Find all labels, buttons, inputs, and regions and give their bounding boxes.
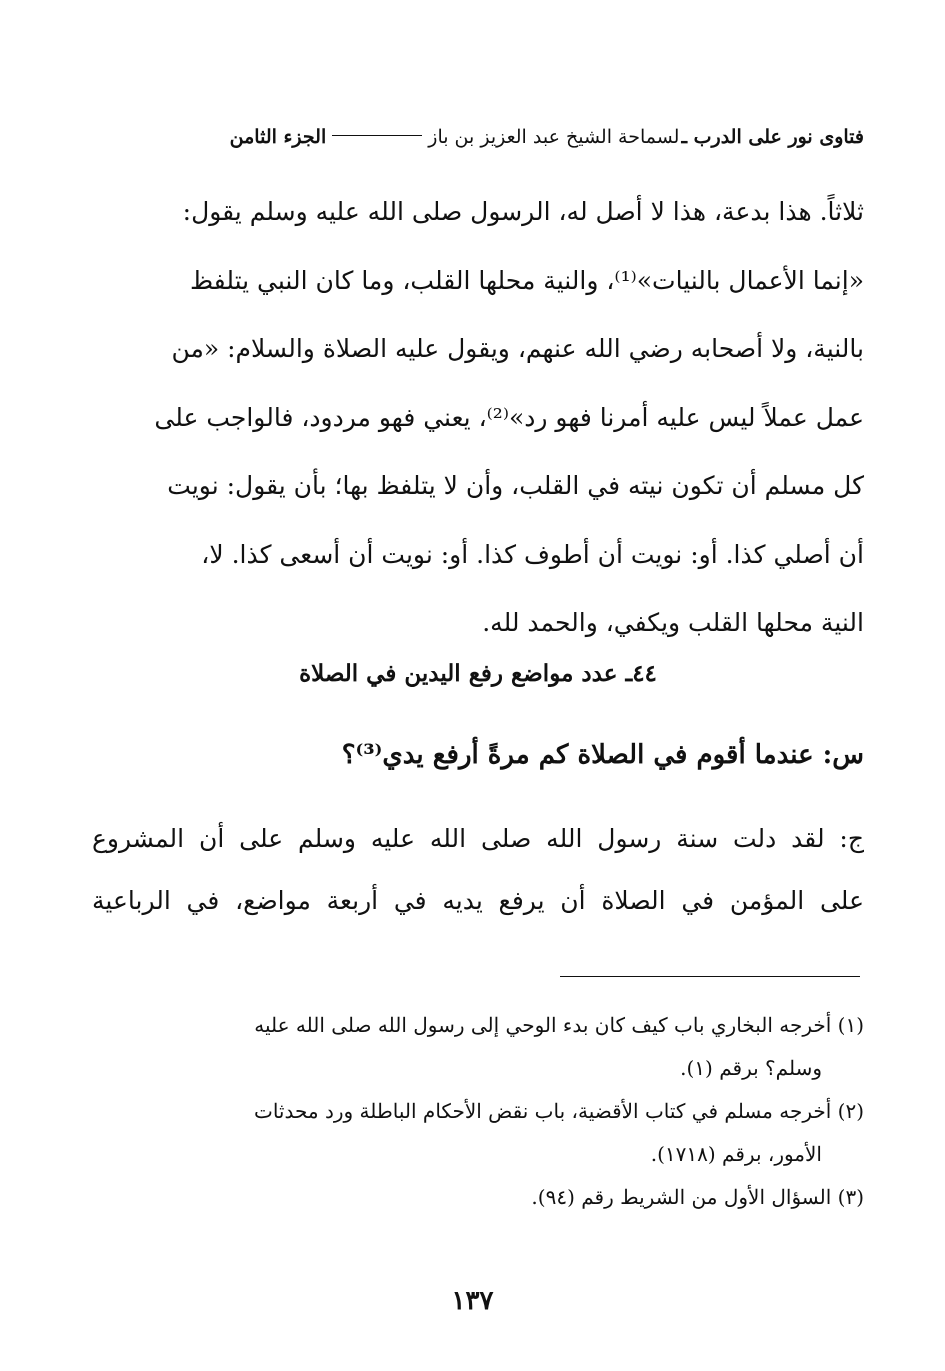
section-title: ٤٤ـ عدد مواضع رفع اليدين في الصلاة: [299, 660, 657, 687]
footnote-separator: [560, 976, 860, 977]
running-header: [92, 122, 864, 152]
answer-line: على المؤمن في الصلاة أن يرفع يديه في أربعة مواضع، في الرباعية: [92, 886, 864, 915]
book-title: فتاوى نور على الدرب ـ: [681, 126, 864, 148]
body-line: عمل عملاً ليس عليه أمرنا فهو رد»⁽²⁾، يعني فهو مردود، فالواجب على: [154, 402, 864, 432]
footnote-continuation: وسلم؟ برقم (١).: [680, 1056, 822, 1080]
footnote-line: (٢) أخرجه مسلم في كتاب الأقضية، باب نقض الأحكام الباطلة ورد محدثات: [253, 1099, 864, 1123]
body-line: بالنية، ولا أصحابه رضي الله عنهم، ويقول عليه الصلاة والسلام: «من: [171, 334, 864, 363]
page-number: ١٣٧: [451, 1286, 494, 1316]
footnotes: [92, 1004, 864, 1219]
footnote-2: [92, 1090, 864, 1176]
footnote-line: (٣) السؤال الأول من الشريط رقم (٩٤).: [531, 1185, 864, 1209]
footnote-1: [92, 1004, 864, 1090]
body-line: أن أصلي كذا. أو: نويت أن أطوف كذا. أو: نويت أن أسعى كذا. لا،: [201, 539, 864, 569]
author-name: لسماحة الشيخ عبد العزيز بن باز: [428, 126, 680, 148]
question: س: عندما أقوم في الصلاة كم مرةً أرفع يدي⁽³⁾؟: [341, 740, 864, 770]
body-line: «إنما الأعمال بالنيات»⁽¹⁾، والنية محلها القلب، وما كان النبي يتلفظ: [189, 265, 864, 295]
header-rule: [332, 135, 422, 136]
answer-line: ج: لقد دلت سنة رسول الله صلى الله عليه وسلم على أن المشروع: [92, 824, 864, 853]
body-line: كل مسلم أن تكون نيته في القلب، وأن لا يتلفظ بها؛ بأن يقول: نويت: [167, 471, 864, 500]
answer-text: [92, 808, 864, 932]
body-line: ثلاثاً. هذا بدعة، هذا لا أصل له، الرسول صلى الله عليه وسلم يقول:: [182, 197, 864, 226]
body-line: النية محلها القلب ويكفي، والحمد لله.: [482, 608, 864, 637]
footnote-continuation: الأمور، برقم (١٧١٨).: [650, 1142, 822, 1166]
body-text: [92, 178, 864, 658]
volume-label: الجزء الثامن: [229, 126, 327, 148]
footnote-3: [92, 1176, 864, 1219]
footnote-line: (١) أخرجه البخاري باب كيف كان بدء الوحي إلى رسول الله صلى الله عليه: [254, 1013, 864, 1037]
